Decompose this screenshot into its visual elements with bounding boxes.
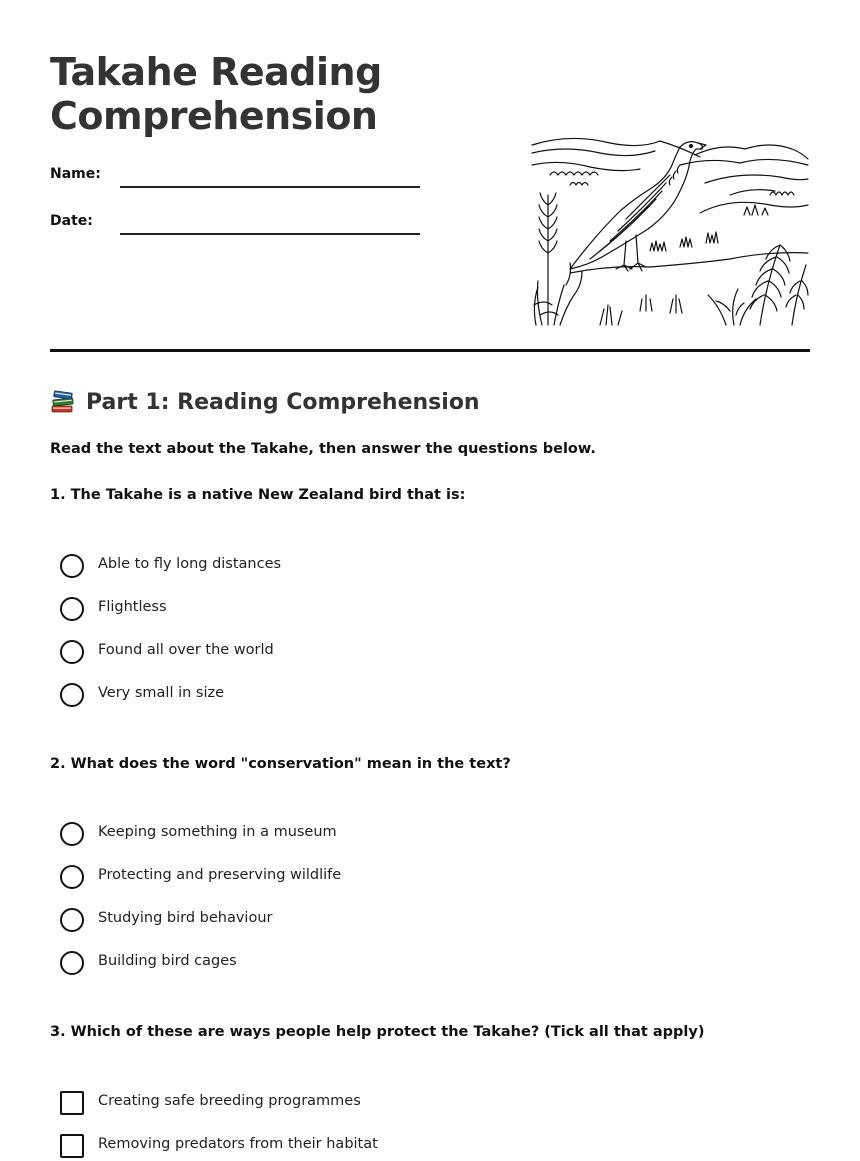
name-field[interactable] xyxy=(50,166,420,190)
question-3: 3. Which of these are ways people help protect the Takahe? (Tick all that apply) xyxy=(50,1024,705,1040)
question-1-option-3[interactable] xyxy=(60,640,760,666)
option-label: Creating safe breeding programmes xyxy=(98,1093,361,1109)
date-line[interactable] xyxy=(120,233,420,235)
question-2-option-1[interactable] xyxy=(60,822,760,848)
radio-button[interactable] xyxy=(60,683,84,707)
question-1: 1. The Takahe is a native New Zealand bird that is: xyxy=(50,487,466,503)
question-2: 2. What does the word "conservation" mean in the text? xyxy=(50,756,511,772)
section-heading-text: Part 1: Reading Comprehension xyxy=(86,390,480,415)
option-label: Keeping something in a museum xyxy=(98,824,337,840)
instruction-text: Read the text about the Takahe, then answer the questions below. xyxy=(50,441,596,457)
date-label: Date: xyxy=(50,213,93,229)
option-label: Building bird cages xyxy=(98,953,237,969)
radio-button[interactable] xyxy=(60,865,84,889)
option-label: Very small in size xyxy=(98,685,225,701)
page-title: Takahe Reading Comprehension xyxy=(50,50,382,138)
option-label: Protecting and preserving wildlife xyxy=(98,867,342,883)
name-line[interactable] xyxy=(120,186,420,188)
radio-button[interactable] xyxy=(60,554,84,578)
radio-button[interactable] xyxy=(60,597,84,621)
question-3-option-2[interactable] xyxy=(60,1134,760,1160)
radio-button[interactable] xyxy=(60,908,84,932)
question-1-option-4[interactable] xyxy=(60,683,760,709)
option-label: Found all over the world xyxy=(98,642,274,658)
takahe-bird-illustration xyxy=(530,135,810,330)
question-3-option-1[interactable] xyxy=(60,1091,760,1117)
section-heading xyxy=(50,388,480,418)
option-label: Flightless xyxy=(98,599,167,615)
name-label: Name: xyxy=(50,166,101,182)
checkbox[interactable] xyxy=(60,1091,84,1115)
radio-button[interactable] xyxy=(60,822,84,846)
books-icon xyxy=(50,390,76,416)
option-label: Studying bird behaviour xyxy=(98,910,273,926)
option-label: Removing predators from their habitat xyxy=(98,1136,378,1152)
question-2-option-2[interactable] xyxy=(60,865,760,891)
question-2-option-3[interactable] xyxy=(60,908,760,934)
checkbox[interactable] xyxy=(60,1134,84,1158)
question-1-option-2[interactable] xyxy=(60,597,760,623)
question-2-option-4[interactable] xyxy=(60,951,760,977)
date-field[interactable] xyxy=(50,213,420,237)
radio-button[interactable] xyxy=(60,951,84,975)
option-label: Able to fly long distances xyxy=(98,556,282,572)
radio-button[interactable] xyxy=(60,640,84,664)
header-divider xyxy=(50,349,810,352)
question-1-option-1[interactable] xyxy=(60,554,760,580)
